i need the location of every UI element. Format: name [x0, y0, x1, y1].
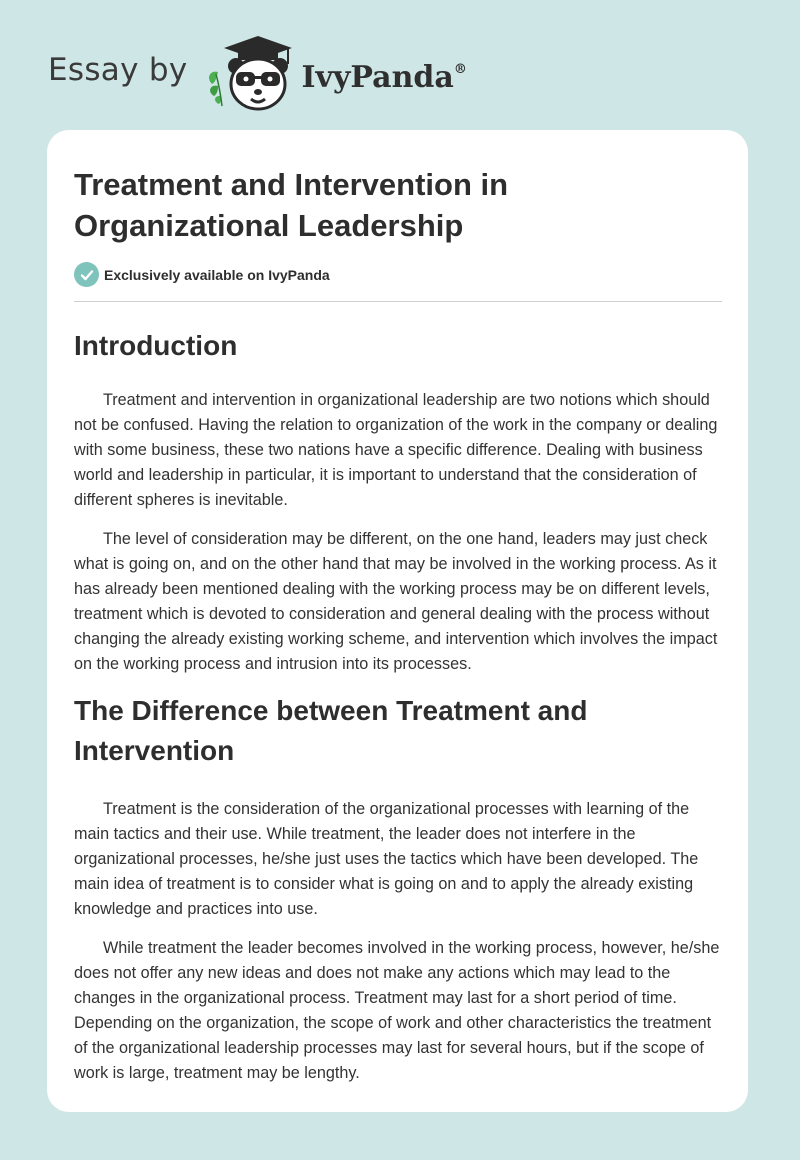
section-heading-introduction: Introduction [74, 330, 238, 361]
registered-mark: ® [453, 61, 467, 77]
site-header [48, 34, 467, 114]
paragraph: The level of consideration may be different, on the one hand, leaders may just check what is going on, and on the other hand that may be involved in the working process. As it has already been mentioned dealing with the working process may be on different levels, treatment which is devoted to consideration and general dealing with the process without changing the already existing working scheme, and intervention which involves the impact on the working process and intrusion into its processes. [74, 530, 718, 673]
badge-label: Exclusively available on IvyPanda [104, 266, 330, 283]
article-title: Treatment and Intervention in Organizational Leadership [74, 167, 509, 243]
section-heading-difference: The Difference between Treatment and Intervention [74, 695, 588, 766]
brand-name[interactable]: IvyPanda® [301, 59, 467, 95]
article-card [47, 130, 748, 1112]
exclusive-badge [74, 262, 722, 302]
paragraph: While treatment the leader becomes involved in the working process, however, he/she does not offer any new ideas and does not make any actions which may lead to the changes in the organizational process. Treatment may last for a short period of time. Depending on the organization, the scope of work and other characteristics the treatment of the organizational leadership processes may last for several hours, but if the scope of work is large, treatment may be lengthy. [74, 939, 720, 1082]
paragraph: Treatment and intervention in organizational leadership are two notions which should not be confused. Having the relation to organization of the work in the company or dealing with some business, these two nations have a specific difference. Dealing with business world and leadership in particular, it is important to understand that the consideration of different spheres is inevitable. [74, 391, 718, 509]
ivypanda-logo-icon[interactable] [204, 34, 296, 114]
checkmark-icon [74, 262, 99, 287]
essay-by-label: Essay by [48, 52, 188, 88]
paragraph: Treatment is the consideration of the organizational processes with learning of the main tactics and their use. While treatment, the leader does not interfere in the organizational processes, he/she just uses the tactics which have been developed. The main idea of treatment is to consider what is going on and to apply the already existing knowledge and practices into use. [74, 800, 699, 918]
